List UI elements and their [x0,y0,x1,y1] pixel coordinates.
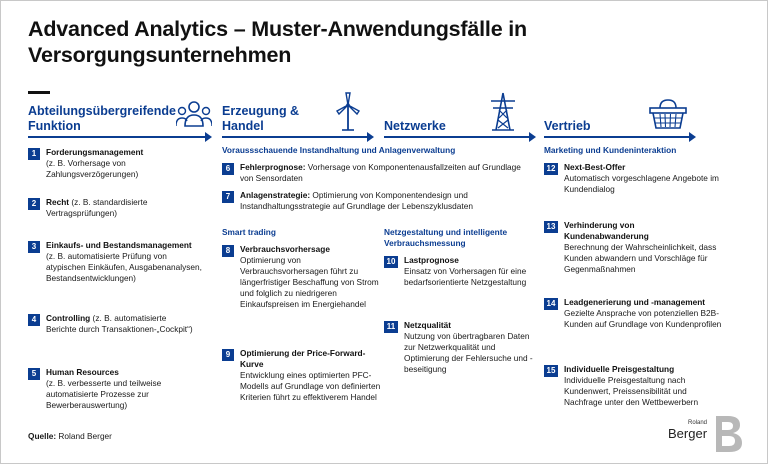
shopping-basket-icon [648,98,688,130]
list-item-10 [384,255,534,288]
source-label: Quelle: [28,431,57,441]
power-pylon-icon [488,92,518,132]
timeline-arrow-4 [544,136,690,138]
item-number: 3 [28,241,40,253]
list-item-4 [28,313,193,335]
page-title: Advanced Analytics – Muster-Anwendungsfälle in Versorgungsunternehmen [28,17,527,67]
list-item-14 [544,297,724,330]
item-title: Optimierung der Price-Forward-Kurve [240,348,366,369]
source-value: Roland Berger [56,431,112,441]
column-header-funktion: Abteilungsübergreifende Funktion [28,104,176,133]
item-description: Gezielte Ansprache von potenziellen B2B-Kunden auf Grundlage von Kundenprofilen [564,308,722,329]
item-number: 14 [544,298,558,310]
list-item-5 [28,367,198,411]
item-title: Verhinderung von Kundenabwanderung [564,220,649,241]
item-title: Recht [46,197,70,207]
item-description: Optimierung von Komponentendesign und Instandhaltungsstrategie auf Grundlage der Lebenszyklusdaten [240,190,473,211]
item-description: (z. B. Vorhersage von Zahlungsverzögerungen) [46,158,139,179]
list-item-1 [28,147,193,180]
list-item-9 [222,348,382,403]
item-number: 10 [384,256,398,268]
item-title: Lastprognose [404,255,459,265]
item-description: Automatisch vorgeschlagene Angebote im Kundendialog [564,173,719,194]
wind-turbine-icon [334,92,362,132]
item-description: Vorhersage von Komponentenausfallzeiten auf Grundlage von Sensordaten [240,162,521,183]
logo-b-icon [714,414,744,454]
item-title: Einkaufs- und Bestandsmanagement [46,240,192,250]
item-description: Nutzung von übertragbaren Daten zur Netzwerkqualität und Optimierung der Fehlersuche und -beseitigung [404,331,533,374]
item-number: 15 [544,365,558,377]
item-number: 5 [28,368,40,380]
logo-berger-text: Berger [668,426,708,441]
item-number: 11 [384,321,398,333]
item-description: (z. B. automatisierte Berichte durch Transaktionen-„Cockpit“) [46,313,193,334]
people-icon [176,100,212,130]
item-title: Fehlerprognose: [240,162,306,172]
section-marketing: Marketing und Kundeninteraktion [544,145,677,155]
item-description: (z. B. verbesserte und teilweise automatisierte Prozesse zur Bewerberauswertung) [46,378,162,410]
list-item-3 [28,240,203,284]
item-description: Berechnung der Wahrscheinlichkeit, dass Kunden abwandern und Vorschläge für Gegenmaßnahmen [564,242,717,274]
column-header-erzeugung: Erzeugung & Handel [222,104,300,133]
item-title: Human Resources [46,367,119,377]
item-title: Verbrauchsvorhersage [240,244,330,254]
list-item-8 [222,244,382,310]
list-item-7 [222,190,522,212]
item-description: Entwicklung eines optimierten PFC-Modells auf Grundlage von definierten Kriterien führt zu effektiverem Handel [240,370,381,402]
item-description: Einsatz von Vorhersagen für eine bedarfsorientierte Netzgestaltung [404,266,527,287]
item-title: Anlagenstrategie: [240,190,311,200]
timeline-arrow-2 [222,136,368,138]
list-item-12 [544,162,724,195]
item-title: Individuelle Preisgestaltung [564,364,675,374]
item-description: (z. B. automatisierte Prüfung von atypischen Einkäufen, Ausgabenanalysen, Bestandsentwicklungen) [46,251,202,283]
list-item-11 [384,320,534,375]
title-underline [28,91,50,94]
item-title: Controlling [46,313,91,323]
item-number: 1 [28,148,40,160]
item-number: 8 [222,245,234,257]
item-number: 7 [222,191,234,203]
section-instandhaltung: Voraussschauende Instandhaltung und Anlagenverwaltung [222,145,456,155]
list-item-2 [28,197,193,219]
item-description: (z. B. standardisierte Vertragsprüfungen) [46,197,148,218]
item-number: 9 [222,349,234,361]
item-number: 13 [544,221,558,233]
item-number: 2 [28,198,40,210]
column-header-vertrieb: Vertrieb [544,119,591,133]
timeline-arrow-3 [384,136,530,138]
list-item-15 [544,364,714,408]
item-title: Netzqualität [404,320,452,330]
section-netzgestaltung: Netzgestaltung und intelligente Verbrauchsmessung [384,227,508,248]
item-title: Next-Best-Offer [564,162,626,172]
item-number: 12 [544,163,558,175]
item-number: 4 [28,314,40,326]
column-header-netzwerke: Netzwerke [384,119,446,133]
item-title: Forderungsmanagement [46,147,144,157]
item-number: 6 [222,163,234,175]
item-description: Individuelle Preisgestaltung nach Kundenwert, Preissensibilität und Nachfrage unter den Wettbewerbern [564,375,699,407]
item-description: Optimierung von Verbrauchsvorhersagen führt zu längerfristiger Beschaffung von Strom und folglich zu niedrigeren Einkaufspreisen im Energiehandel [240,255,379,309]
timeline-arrow-1 [28,136,206,138]
section-smart-trading: Smart trading [222,227,276,237]
logo-roland-text: Roland [688,420,708,426]
list-item-6 [222,162,522,184]
item-title: Leadgenerierung und -management [564,297,706,307]
list-item-13 [544,220,724,275]
source-note [28,431,112,441]
